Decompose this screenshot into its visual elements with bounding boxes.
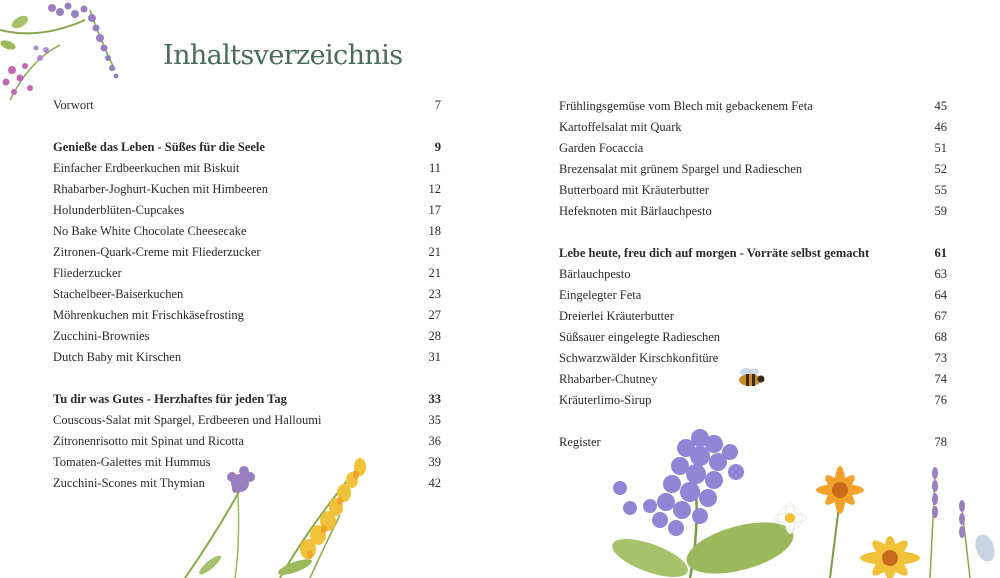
toc-page-number: 67	[934, 309, 947, 323]
toc-entry	[53, 242, 441, 262]
flower-illustration-top-left	[0, 0, 130, 105]
toc-entry-title: Dreierlei Kräuterbutter	[559, 309, 674, 323]
toc-section-heading	[53, 137, 441, 157]
toc-section-heading	[53, 389, 441, 409]
toc-entry	[53, 431, 441, 451]
toc-page-number: 68	[934, 330, 947, 344]
toc-page-number: 27	[428, 308, 441, 322]
toc-entry	[559, 159, 947, 179]
toc-page-number: 33	[428, 392, 441, 406]
toc-entry-title: Möhrenkuchen mit Frischkäsefrosting	[53, 308, 244, 322]
toc-entry-title: Zucchini-Scones mit Thymian	[53, 476, 205, 490]
toc-page-number: 61	[934, 246, 947, 260]
toc-entry-title: Vorwort	[53, 98, 94, 112]
toc-entry	[53, 200, 441, 220]
toc-entry-title: Rhabarber-Joghurt-Kuchen mit Himbeeren	[53, 182, 268, 196]
toc-entry	[559, 390, 947, 410]
toc-entry	[559, 201, 947, 221]
toc-entry-title: Zitronen-Quark-Creme mit Fliederzucker	[53, 245, 261, 259]
toc-entry-title: Kräuterlimo-Sirup	[559, 393, 652, 407]
toc-entry-title: Zitronenrisotto mit Spinat und Ricotta	[53, 434, 244, 448]
toc-page-number: 21	[428, 245, 441, 259]
toc-entry	[53, 263, 441, 283]
toc-page-number: 73	[934, 351, 947, 365]
toc-entry-title: Garden Focaccia	[559, 141, 644, 155]
toc-entry-title: Süßsauer eingelegte Radieschen	[559, 330, 721, 344]
toc-page-number: 21	[428, 266, 441, 280]
toc-entry-title: Couscous-Salat mit Spargel, Erdbeeren und Halloumi	[53, 413, 322, 427]
toc-page-number: 55	[934, 183, 947, 197]
toc-page-number: 23	[428, 287, 441, 301]
toc-entry	[559, 96, 947, 116]
toc-page-number: 35	[428, 413, 441, 427]
toc-page-number: 78	[934, 435, 947, 449]
toc-entry	[53, 284, 441, 304]
toc-entry	[559, 348, 947, 368]
page-title: Inhaltsverzeichnis	[163, 40, 403, 71]
toc-entry	[53, 179, 441, 199]
toc-page-number: 52	[934, 162, 947, 176]
toc-entry	[53, 305, 441, 325]
toc-entry	[53, 410, 441, 430]
toc-entry	[53, 221, 441, 241]
toc-entry	[559, 306, 947, 326]
toc-page-number: 45	[934, 99, 947, 113]
toc-page-number: 76	[934, 393, 947, 407]
toc-page-number: 74	[934, 372, 947, 386]
toc-entry	[53, 347, 441, 367]
toc-entry-title: Einfacher Erdbeerkuchen mit Biskuit	[53, 161, 240, 175]
toc-page-number: 18	[428, 224, 441, 238]
toc-entry-title: Zucchini-Brownies	[53, 329, 150, 343]
toc-page-number: 31	[428, 350, 441, 364]
toc-section-heading	[559, 243, 947, 263]
wildflower-illustration-bottom-center	[160, 455, 385, 578]
toc-entry	[559, 138, 947, 158]
toc-page-number: 17	[428, 203, 441, 217]
toc-page-number: 36	[428, 434, 441, 448]
toc-entry-title: Tu dir was Gutes - Herzhaftes für jeden Tag	[53, 392, 287, 406]
toc-entry-title: Eingelegter Feta	[559, 288, 642, 302]
toc-entry	[559, 327, 947, 347]
toc-entry-title: Butterboard mit Kräuterbutter	[559, 183, 709, 197]
toc-entry-title: Stachelbeer-Baiserkuchen	[53, 287, 184, 301]
toc-page-number: 39	[428, 455, 441, 469]
toc-entry-title: Lebe heute, freu dich auf morgen - Vorräte selbst gemacht	[559, 246, 870, 260]
toc-page-number: 59	[934, 204, 947, 218]
toc-entry	[53, 326, 441, 346]
toc-entry-title: Kartoffelsalat mit Quark	[559, 120, 682, 134]
toc-page-number: 11	[428, 161, 441, 175]
toc-page-number: 51	[934, 141, 947, 155]
bee-icon	[734, 367, 766, 389]
toc-page-number: 12	[428, 182, 441, 196]
toc-entry-title: Register	[559, 435, 601, 449]
toc-entry	[559, 180, 947, 200]
toc-page-number: 42	[428, 476, 441, 490]
flower-illustration-bottom-right	[590, 418, 1000, 578]
toc-entry	[559, 285, 947, 305]
toc-entry-title: Holunderblüten-Cupcakes	[53, 203, 185, 217]
toc-entry-title: Fliederzucker	[53, 266, 122, 280]
toc-entry-title: Rhabarber-Chutney	[559, 372, 658, 386]
toc-entry-title: Schwarzwälder Kirschkonfitüre	[559, 351, 719, 365]
toc-entry-title: No Bake White Chocolate Cheesecake	[53, 224, 247, 238]
toc-page-number: 63	[934, 267, 947, 281]
toc-entry-title: Genieße das Leben - Süßes für die Seele	[53, 140, 265, 154]
toc-entry	[559, 264, 947, 284]
toc-page-number: 7	[434, 98, 441, 112]
toc-page-number: 9	[434, 140, 441, 154]
toc-entry	[53, 158, 441, 178]
toc-page-number: 28	[428, 329, 441, 343]
toc-page-number: 64	[934, 288, 947, 302]
toc-entry-title: Brezensalat mit grünem Spargel und Radieschen	[559, 162, 803, 176]
toc-entry-title: Dutch Baby mit Kirschen	[53, 350, 182, 364]
toc-entry-title: Hefeknoten mit Bärlauchpesto	[559, 204, 712, 218]
toc-entry-title: Frühlingsgemüse vom Blech mit gebackenem Feta	[559, 99, 813, 113]
toc-entry-title: Tomaten-Galettes mit Hummus	[53, 455, 211, 469]
toc-entry	[559, 117, 947, 137]
toc-page-number: 46	[934, 120, 947, 134]
toc-entry-title: Bärlauchpesto	[559, 267, 631, 281]
